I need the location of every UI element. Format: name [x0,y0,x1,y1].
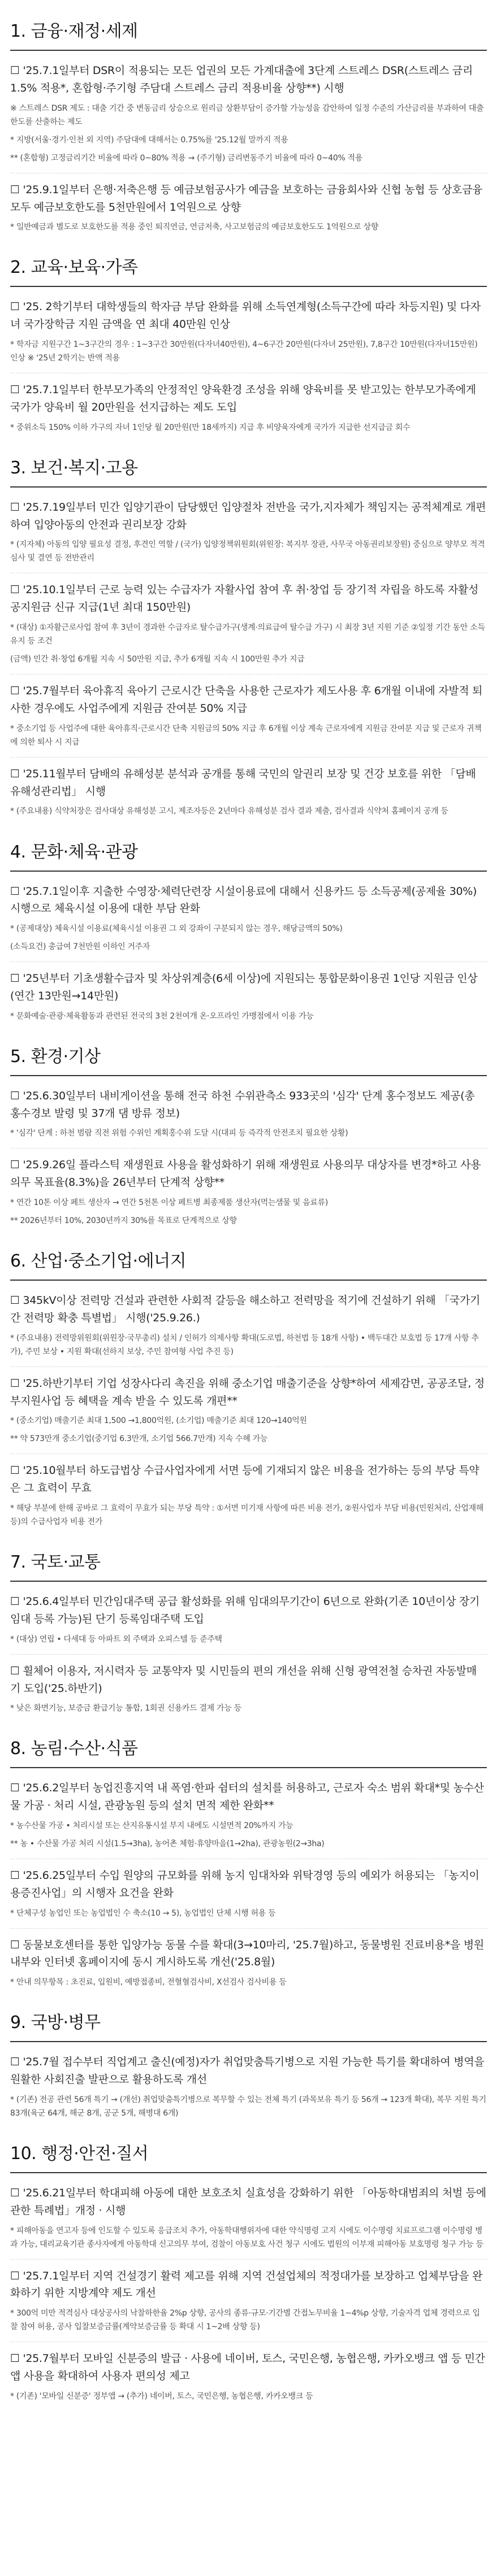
policy-item-text: ☐ '25.7.1일부터 한부모가족의 안정적인 양육환경 조성을 위해 양육비를 못 받고있는 한부모가족에게 국가가 양육비 월 20만원을 선지급하는 제도 도입 [10,384,476,414]
policy-item [10,970,487,1023]
policy-item-note: * 단체구성 농업인 또는 농업법인 수 축소(10 → 5), 농업법인 단체 시행 허용 등 [10,1908,276,1918]
policy-item-note: * 300억 미만 적격심사 대상공사의 낙찰하한율 2%p 상향, 공사의 종류·규모·기간별 간접노무비율 1~4%p 상향, 기술자격 업체 경력으로 입찰 참여 허용, 공사 입찰보증금률(계약보증금률 등 확대 시 1~2배 상향 등) [10,2309,480,2332]
policy-item-note: * 문화예술·관광·체육활동과 관련된 전국의 3천 2천여개 온·오프라인 가맹점에서 이용 가능 [10,1011,314,1021]
policy-item [10,1663,487,1716]
policy-item [10,1462,487,1529]
section-4 [10,833,487,1023]
policy-item [10,381,487,434]
policy-item-note: * (기존) '모바일 신분증' 정부앱 → (추가) 네이버, 토스, 국민은행, 농협은행, 카카오뱅크 등 [10,2391,313,2401]
policy-item-note: ※ 스트레스 DSR 제도 : 대출 기간 중 변동금리 상승으로 원리금 상환부담이 증가할 가능성을 감안하여 일정 수준의 가산금리를 부과하여 대출한도를 산출하는 제도 [10,103,484,127]
section-title: 9. 국방·병무 [10,2004,487,2042]
policy-item-text: ☐ '25.10월부터 하도급법상 수급사업자에게 서면 등에 기재되지 않은 비용을 전가하는 등의 부당 특약은 그 효력이 무효 [10,1464,479,1495]
section-5 [10,1038,487,1228]
policy-item-note: * (기존) 전공 관련 56개 특기 → (개선) 취업맞춤특기병으로 복무할 수 있는 전체 특기 (과목보유 특기 등 56개 → 123개 확대), 복무 지원 특기 83개(육군 64개, 해군 8개, 공군 5개, 해병대 6개) [10,2095,486,2118]
section-7 [10,1543,487,1715]
item-divider [10,1654,487,1655]
policy-item-note: * (중소기업) 매출기준 최대 1,500 →1,800억원, (소기업) 매출기준 최대 120→140억원 [10,1416,307,1426]
policy-item [10,2268,487,2334]
policy-item [10,181,487,234]
policy-item-text: ☐ '25.6.30일부터 내비게이션을 통해 전국 하천 수위관측소 933곳의 '심각' 단계 홍수정보도 제공(총 홍수경보 발령 및 37개 댐 방류 정보) [10,1089,475,1120]
policy-item-note: * 중소기업 등 사업주에 대한 육아휴직·근로시간 단축 지원금의 50% 지급 후 6개월 이상 계속 근로자에게 지원금 잔여분 지급 및 근로자 귀책에 의한 퇴사 시 지급 [10,724,482,747]
policy-item [10,883,487,954]
section-3 [10,449,487,819]
policy-item [10,2185,487,2251]
section-1 [10,12,487,234]
policy-item-note: * (주요내용) 전력망위원회(위원장·국무총리) 설치 / 인허가 의제사항 확대(도로법, 하천법 등 18개 사항) • 백두대간 보호법 등 17개 사항 추가), 주민 보상 • 지원 확대(선하지 보상, 주민 참여형 사업 추진 등) [10,1333,479,1356]
policy-item [10,298,487,365]
policy-item-note: * 해당 부분에 한해 공바로 그 효력이 무효가 되는 부당 특약 : ①서면 미기재 사항에 따른 비용 전가, ②원사업자 부담 비용(민원처리, 산업재해 등)의 수급사업자 비용 전가 [10,1504,484,1527]
policy-item [10,2350,487,2403]
policy-item-text: ☐ '25.7.1일부터 DSR이 적용되는 모든 업권의 모든 가계대출에 3단계 스트레스 DSR(스트레스 금리 1.5% 적용*, 혼합형·주기형 주담대 스트레스 금리 적용비율 상향**) 시행 [10,64,473,94]
policy-item-text: ☐ '25.7월부터 육아휴직 육아기 근로시간 단축을 사용한 근로자가 제도사용 후 6개월 이내에 자발적 퇴사한 경우에도 사업주에게 지원금 잔여분 50% 지급 [10,685,483,715]
policy-item [10,2053,487,2120]
section-10 [10,2135,487,2403]
policy-item [10,499,487,565]
policy-item-text: ☐ '25.6.4일부터 민간임대주택 공급 활성화를 위해 임대의무기간이 6년으로 완화(기존 10년이상 장기임대 등록 가능)된 단기 등록임대주택 도입 [10,1595,480,1625]
policy-item [10,62,487,165]
section-title: 1. 금융·재정·세제 [10,12,487,51]
section-title: 4. 문화·체육·관광 [10,833,487,872]
policy-item-note: * 중위소득 150% 이하 가구의 자녀 1인당 월 20만원(만 18세까지) 지급 후 비양육자에게 국가가 지급한 선지급금 회수 [10,423,410,432]
policy-item-text: ☐ '25.6.25일부터 수입 원양의 규모화를 위해 농지 임대차와 위탁경영 등의 예외가 허용되는 「농지이용증진사업」의 시행자 요건을 완화 [10,1869,479,1899]
policy-item-text: ☐ '25.하반기부터 기업 성장사다리 촉진을 위해 중소기업 매출기준을 상향*하여 세제감면, 공공조달, 정부지원사업 등 혜택을 계속 받을 수 있도록 개편** [10,1377,485,1407]
policy-item [10,1779,487,1851]
policy-item [10,1156,487,1228]
policy-item [10,1292,487,1359]
section-8 [10,1730,487,1989]
policy-item-note: * (지자체) 아동의 입양 필요성 결정, 후견인 역할 / (국가) 입양정책위원회(위원장: 복지부 장관, 사무국 아동권리보장원) 중심으로 양부모 적격심사 및 결연 등 전반관리 [10,540,485,563]
policy-item-note: * (공제대상) 체육시설 이용료(체육시설 이용권 그 외 강좌이 구분되지 않는 경우, 해당금액의 50%) [10,924,343,934]
policy-item-text: ☐ 345kV이상 전력망 건설과 관련한 사회적 갈등을 해소하고 전력망을 적기에 건설하기 위해 「국가기간 전력망 확충 특별법」 시행('25.9.26.) [10,1294,481,1324]
item-divider [10,961,487,962]
item-divider [10,1928,487,1929]
policy-item-text: ☐ '25. 2학기부터 대학생들의 학자금 부담 완화를 위해 소득연계형(소득구간에 따라 차등지원) 및 다자녀 국가장학금 지원 금액을 연 최대 40만원 인상 [10,301,481,331]
policy-item-note: (소득요건) 총급여 7천만원 이하인 거주자 [10,942,150,952]
item-divider [10,2259,487,2260]
policy-item-note: * 지방(서울·경기·인천 외 지역) 주담대에 대해서는 0.75%를 '25.12월 말까지 적용 [10,135,288,145]
section-title: 7. 국토·교통 [10,1543,487,1582]
policy-item-text: ☐ '25.11월부터 담배의 유해성분 분석과 공개를 통해 국민의 알권리 보장 및 건강 보호를 위한 「담배 유해성관리법」 시행 [10,767,476,798]
section-9 [10,2004,487,2120]
policy-item-text: ☐ 동물보호센터를 통한 입양가능 동물 수를 확대(3→10마리, '25.7월)하고, 동물병원 진료비용*을 병원내부와 인터넷 홈페이지에 동시 게시하도록 개선('25.8월) [10,1938,484,1969]
policy-item-note: * 연간 10톤 이상 페트 생산자 → 연간 5천톤 이상 페트병 최종제품 생산자(먹는샘물 및 음료류) [10,1198,328,1207]
policy-item-note: * '심각' 단계 : 하천 범람 직전 위험 수위인 계획홍수위 도달 시(대피 등 즉각적 안전조치 필요한 상황) [10,1129,348,1138]
policy-item-note: (금액) 민간 취·창업 6개월 지속 시 50만원 지급, 추가 6개월 지속 시 100만원 추가 지급 [10,655,305,664]
policy-item-note: * (대상) ①자활근로사업 참여 후 3년이 경과한 수급자로 탈수급가구(생계·의료급여 탈수급 가구) 시 최장 3년 지원 기준 ②일정 기간 동안 소득 유지 등 조건 [10,623,485,646]
policy-item-note: * (주요내용) 식약처장은 검사대상 유해성분 고시, 제조자등은 2년마다 유해성분 검사 결과 제출, 검사결과 식약처 홈페이지 공개 등 [10,807,448,816]
policy-item [10,1593,487,1646]
section-title: 6. 산업·중소기업·에너지 [10,1242,487,1281]
policy-item [10,682,487,749]
policy-item-note: ** 약 573만개 중소기업(중기업 6.3만개, 소기업 566.7만개) 지속 수혜 가능 [10,1434,268,1444]
policy-item [10,1375,487,1446]
document-body [10,12,487,2403]
policy-item-text: ☐ '25.7.1일이후 지출한 수영장·체력단련장 시설이용료에 대해서 신용카드 등 소득공제(공제율 30%) 시행으로 체육시설 이용에 대한 부담 완화 [10,885,477,915]
policy-item-text: ☐ '25.9.26일 플라스틱 재생원료 사용을 활성화하기 위해 재생원료 사용의무 대상자를 변경*하고 사용의무 목표율(8.3%)을 26년부터 단계적 상향** [10,1159,481,1189]
section-2 [10,249,487,434]
policy-item-note: ** (혼합형) 고정금리기간 비율에 따라 0~80% 적용 → (주기형) 금리변동주기 비율에 따라 0~40% 적용 [10,153,363,163]
policy-item-note: * 농수산물 가공 • 처리시설 또는 산지유통시설 부지 내에도 시설면적 20%까지 가능 [10,1821,293,1830]
policy-item [10,1937,487,1990]
section-title: 3. 보건·복지·고용 [10,449,487,488]
policy-item [10,581,487,666]
policy-item [10,765,487,819]
policy-item-text: ☐ '25.7.1일부터 지역 건설경기 활력 제고를 위해 지역 건설업체의 적정대가를 보장하고 업체부담을 완화하기 위한 지방계약 제도 개선 [10,2269,483,2300]
section-6 [10,1242,487,1529]
policy-item-text: ☐ '25.9.1일부터 은행·저축은행 등 예금보험공사가 예금을 보호하는 금융회사와 신협 농협 등 상호금융 모두 예금보호한도를 5천만원에서 1억원으로 상향 [10,183,483,214]
section-title: 8. 농림·수산·식품 [10,1730,487,1768]
policy-item-text: ☐ '25.7.19일부터 민간 입양기관이 담당했던 입양절차 전반을 국가,지자체가 책임지는 공적체계로 개편하여 입양아동의 안전과 권리보장 강화 [10,501,486,531]
item-divider [10,674,487,675]
policy-item-note: * (대상) 연립 • 다세대 등 아파트 외 주택과 오피스텔 등 준주택 [10,1634,222,1644]
item-divider [10,757,487,758]
policy-item-text: ☐ '25.7월부터 모바일 신분증의 발급 · 사용에 네이버, 토스, 국민은행, 농협은행, 카카오뱅크 앱 등 민간 앱 사용을 확대하여 사용자 편의성 제고 [10,2352,485,2383]
policy-item-text: ☐ '25.10.1일부터 근로 능력 있는 수급자가 자활사업 참여 후 취·창업 등 장기적 자립을 하도록 자활성공지원금 신규 지급(1년 최대 150만원) [10,584,479,614]
policy-item-note: ** 2026년부터 10%, 2030년까지 30%를 목표로 단계적으로 상향 [10,1216,237,1226]
policy-item [10,1867,487,1920]
policy-item [10,1087,487,1141]
section-title: 10. 행정·안전·질서 [10,2135,487,2173]
policy-item-note: * 낮은 화면기능, 보증금 환급기능 통합, 1회권 신용카드 결제 가능 등 [10,1704,241,1713]
section-title: 2. 교육·보육·가족 [10,249,487,287]
policy-item-text: ☐ '25.6.21일부터 학대피해 아동에 대한 보호조치 실효성을 강화하기 위한 「아동학대범죄의 처벌 등에 관한 특례법」개정 · 시행 [10,2186,486,2217]
policy-item-text: ☐ '25.6.2일부터 농업진흥지역 내 폭염·한파 쉼터의 설치를 허용하고, 근로자 숙소 범위 확대*및 농수산물 가공 · 처리 시설, 관광농원 등의 설치 면적 제한 완화** [10,1782,484,1812]
policy-item-note: * 일반예금과 별도로 보호한도를 적용 중인 퇴직연금, 연금저축, 사고보험금의 예금보호한도도 1억원으로 상향 [10,223,379,232]
policy-item-note: * 피해아동을 연고자 등에 인도할 수 있도록 응급조치 추가, 아동학대행위자에 대한 약식명령 고지 시에도 이수명령 치료프로그램 이수명령 병과 가능, 대리교육기관 종사자에게 아동학대 신고의무 부여, 검찰이 아동보호 사건 청구 시에도 법원의 이부재 피해아동 보호명령 청구 가능 등 [10,2226,483,2249]
policy-item-text: ☐ 휠체어 이용자, 저시력자 등 교통약자 및 시민들의 편의 개선을 위해 신형 광역전철 승차권 자동발매기 도입('25.하반기) [10,1664,477,1695]
policy-item-text: ☐ '25년부터 기초생활수급자 및 차상위계층(6세 이상)에 지원되는 통합문화이용권 1인당 지원금 인상 (연간 13만원→14만원) [10,972,478,1002]
section-title: 5. 환경·기상 [10,1038,487,1076]
policy-item-note: * 안내 의무항목 : 초진료, 입원비, 예방접종비, 전혈혈검사비, X선검사 검사비용 등 [10,1978,287,1987]
policy-item-note: * 학자금 지원구간 1~3구간의 경우 : 1~3구간 30만원(다자녀40만원), 4~6구간 20만원(다자녀 25만원), 7,8구간 10만원(다자녀15만원) 인상 ※ '25년 2학기는 반액 적용 [10,340,478,363]
policy-item-note: ** 농 • 수산물 가공 처리 시설(1.5→3ha), 농어촌 체험·휴양마을(1→2ha), 관광농원(2→3ha) [10,1839,325,1848]
policy-item-text: ☐ '25.7월 접수부터 직업계고 출신(예정)자가 취업맞춤특기병으로 지원 가능한 특기를 확대하여 병역을 원활한 사회진출 발판으로 활용하도록 개선 [10,2056,485,2086]
